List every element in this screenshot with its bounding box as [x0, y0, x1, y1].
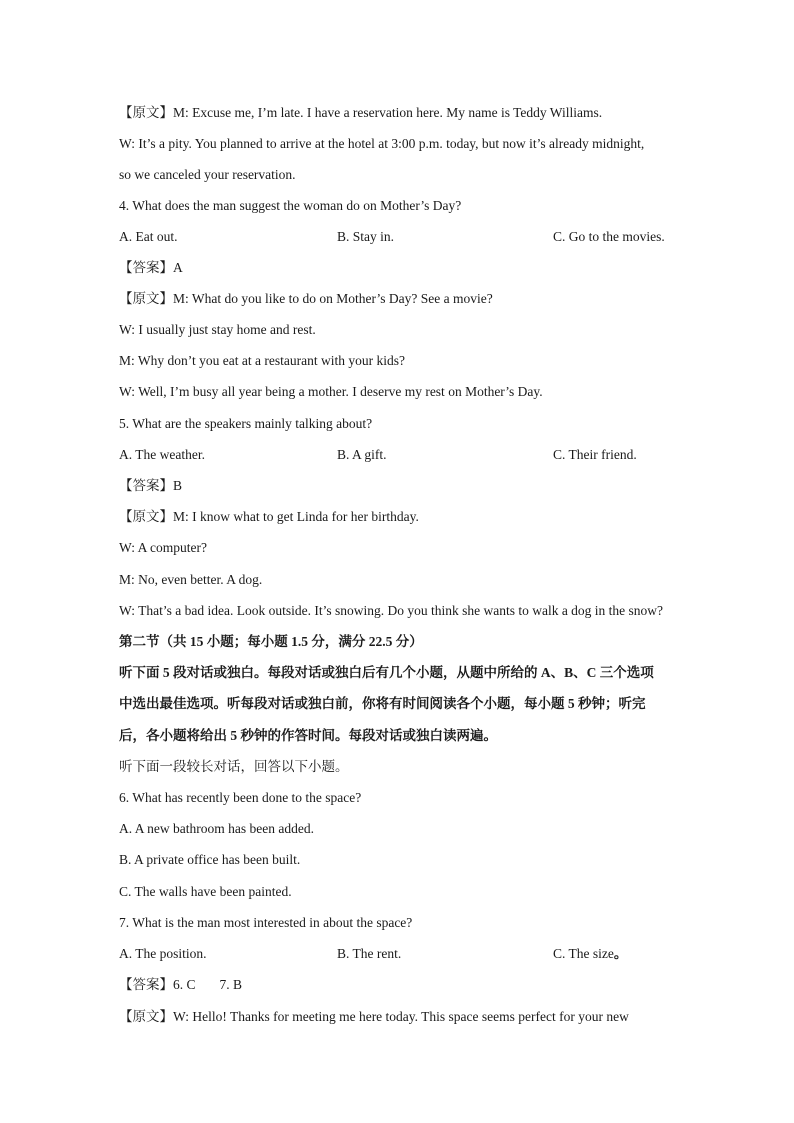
- q6-option-c: C. The walls have been painted.: [119, 884, 292, 899]
- section-heading: 第二节（共 15 小题；每小题 1.5 分，满分 22.5 分）: [119, 634, 423, 649]
- q4-option-c: C. Go to the movies.: [553, 229, 665, 244]
- transcript-line: 【原文】M: I know what to get Linda for her birthday.: [119, 509, 419, 524]
- dialogue-intro: 听下面一段较长对话，回答以下小题。: [119, 759, 349, 774]
- transcript-line: W: I usually just stay home and rest.: [119, 322, 316, 337]
- answer-7: 7. B: [219, 977, 243, 992]
- transcript-line: 【原文】M: Excuse me, I’m late. I have a reservation here. My name is Teddy Williams.: [119, 105, 603, 120]
- q6-option-b: B. A private office has been built.: [119, 852, 301, 867]
- question-5: 5. What are the speakers mainly talking about?: [119, 416, 373, 431]
- q4-option-a: A. Eat out.: [119, 229, 178, 244]
- instructions-line: 中选出最佳选项。听每段对话或独白前，你将有时间阅读各个小题，每小题 5 秒钟；听完: [119, 696, 646, 711]
- q7-option-c-period: 。: [613, 946, 628, 961]
- answer-line: 【答案】B: [119, 478, 183, 493]
- q7-option-a: A. The position.: [119, 946, 207, 961]
- q5-option-a: A. The weather.: [119, 447, 205, 462]
- q7-option-b: B. The rent.: [337, 946, 402, 961]
- transcript-line: M: Why don’t you eat at a restaurant with your kids?: [119, 353, 405, 368]
- question-6: 6. What has recently been done to the space?: [119, 790, 362, 805]
- q5-option-c: C. Their friend.: [553, 447, 637, 462]
- transcript-line: W: A computer?: [119, 540, 207, 555]
- question-7: 7. What is the man most interested in about the space?: [119, 915, 413, 930]
- q5-option-b: B. A gift.: [337, 447, 387, 462]
- transcript-line: W: It’s a pity. You planned to arrive at the hotel at 3:00 p.m. today, but now it’s already midnight,: [119, 136, 645, 151]
- q7-option-c: [553, 945, 627, 963]
- transcript-line: W: That’s a bad idea. Look outside. It’s snowing. Do you think she wants to walk a dog in the snow?: [119, 603, 664, 618]
- transcript-line: M: No, even better. A dog.: [119, 572, 263, 587]
- transcript-line: W: Well, I’m busy all year being a mother. I deserve my rest on Mother’s Day.: [119, 384, 543, 399]
- q7-option-c-text: C. The size: [553, 946, 614, 961]
- answer-line-6-7: [119, 976, 242, 994]
- transcript-line: 【原文】M: What do you like to do on Mother’s Day? See a movie?: [119, 291, 493, 306]
- q6-option-a: A. A new bathroom has been added.: [119, 821, 314, 836]
- instructions-line: 听下面 5 段对话或独白。每段对话或独白后有几个小题，从题中所给的 A、B、C 三个选项: [119, 665, 654, 680]
- transcript-line: so we canceled your reservation.: [119, 167, 296, 182]
- q4-option-b: B. Stay in.: [337, 229, 395, 244]
- instructions-line: 后，各小题将给出 5 秒钟的作答时间。每段对话或独白读两遍。: [119, 728, 497, 743]
- answer-6: 【答案】6. C: [119, 977, 196, 992]
- transcript-line: 【原文】W: Hello! Thanks for meeting me here today. This space seems perfect for your new: [119, 1009, 629, 1024]
- question-4: 4. What does the man suggest the woman do on Mother’s Day?: [119, 198, 462, 213]
- answer-line: 【答案】A: [119, 260, 183, 275]
